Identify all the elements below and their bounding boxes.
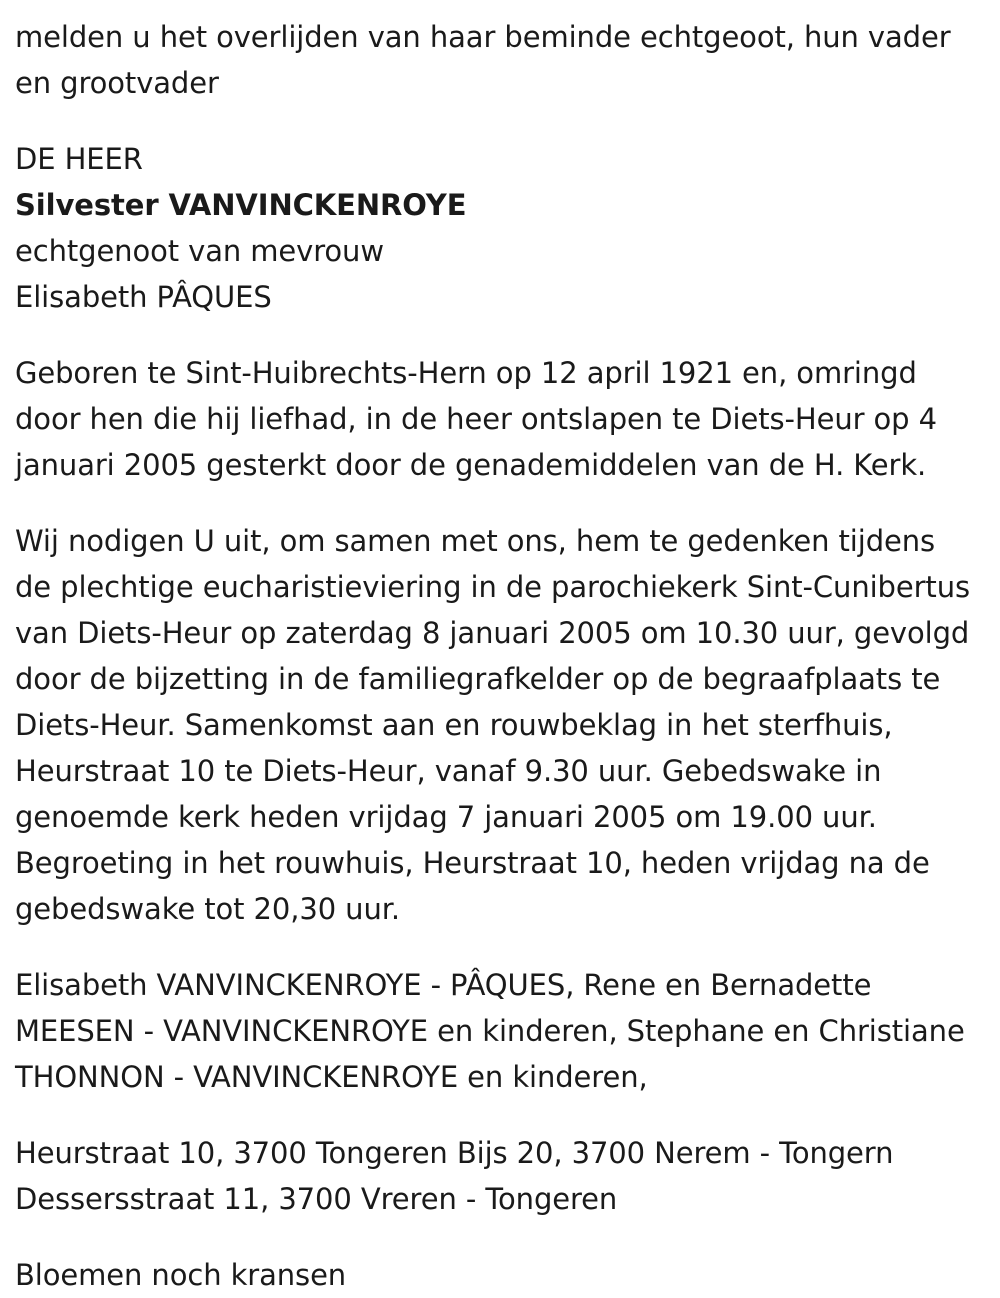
intro-block [15,14,980,106]
spouse-name: Elisabeth PÂQUES [15,280,272,314]
deceased-name: Silvester VANVINCKENROYE [15,188,467,222]
service-details-text: Wij nodigen U uit, om samen met ons, hem te gedenken tijdens de plechtige eucharistieviering in de parochiekerk Sint-Cunibertus van Diets-Heur op zaterdag 8 januari 2005 om 10.30 uur, gevolgd door de bijzetting in de familiegrafkelder op de begraafplaats te Diets-Heur. Samenkomst aan en rouwbeklag in het sterfhuis, Heurstraat 10 te Diets-Heur, vanaf 9.30 uur. Gebedswake in genoemde kerk heden vrijdag 7 januari 2005 om 19.00 uur. Begroeting in het rouwhuis, Heurstraat 10, heden vrijdag na de gebedswake tot 20,30 uur. [15,524,970,926]
salutation-line: DE HEER [15,142,143,176]
address-line-2: Dessersstraat 11, 3700 Vreren - Tongeren [15,1182,618,1216]
service-details-block [15,518,980,932]
closing-note: Bloemen noch kransen [15,1258,347,1292]
family-block [15,962,980,1100]
intro-text: melden u het overlijden van haar beminde echtgeoot, hun vader en grootvader [15,20,951,100]
address-line-1: Heurstraat 10, 3700 Tongeren Bijs 20, 3700 Nerem - Tongern [15,1136,894,1170]
address-block [15,1130,980,1222]
biography-text: Geboren te Sint-Huibrechts-Hern op 12 april 1921 en, omringd door hen die hij liefhad, in de heer ontslapen te Diets-Heur op 4 januari 2005 gesterkt door de genademiddelen van de H. Kerk. [15,356,937,482]
family-names-text: Elisabeth VANVINCKENROYE - PÂQUES, Rene en Bernadette MEESEN - VANVINCKENROYE en kinderen, Stephane en Christiane THONNON - VANVINCKENROYE en kinderen, [15,968,965,1094]
deceased-block [15,136,980,320]
spouse-relation-line: echtgenoot van mevrouw [15,234,384,268]
closing-block [15,1252,980,1298]
biography-block [15,350,980,488]
